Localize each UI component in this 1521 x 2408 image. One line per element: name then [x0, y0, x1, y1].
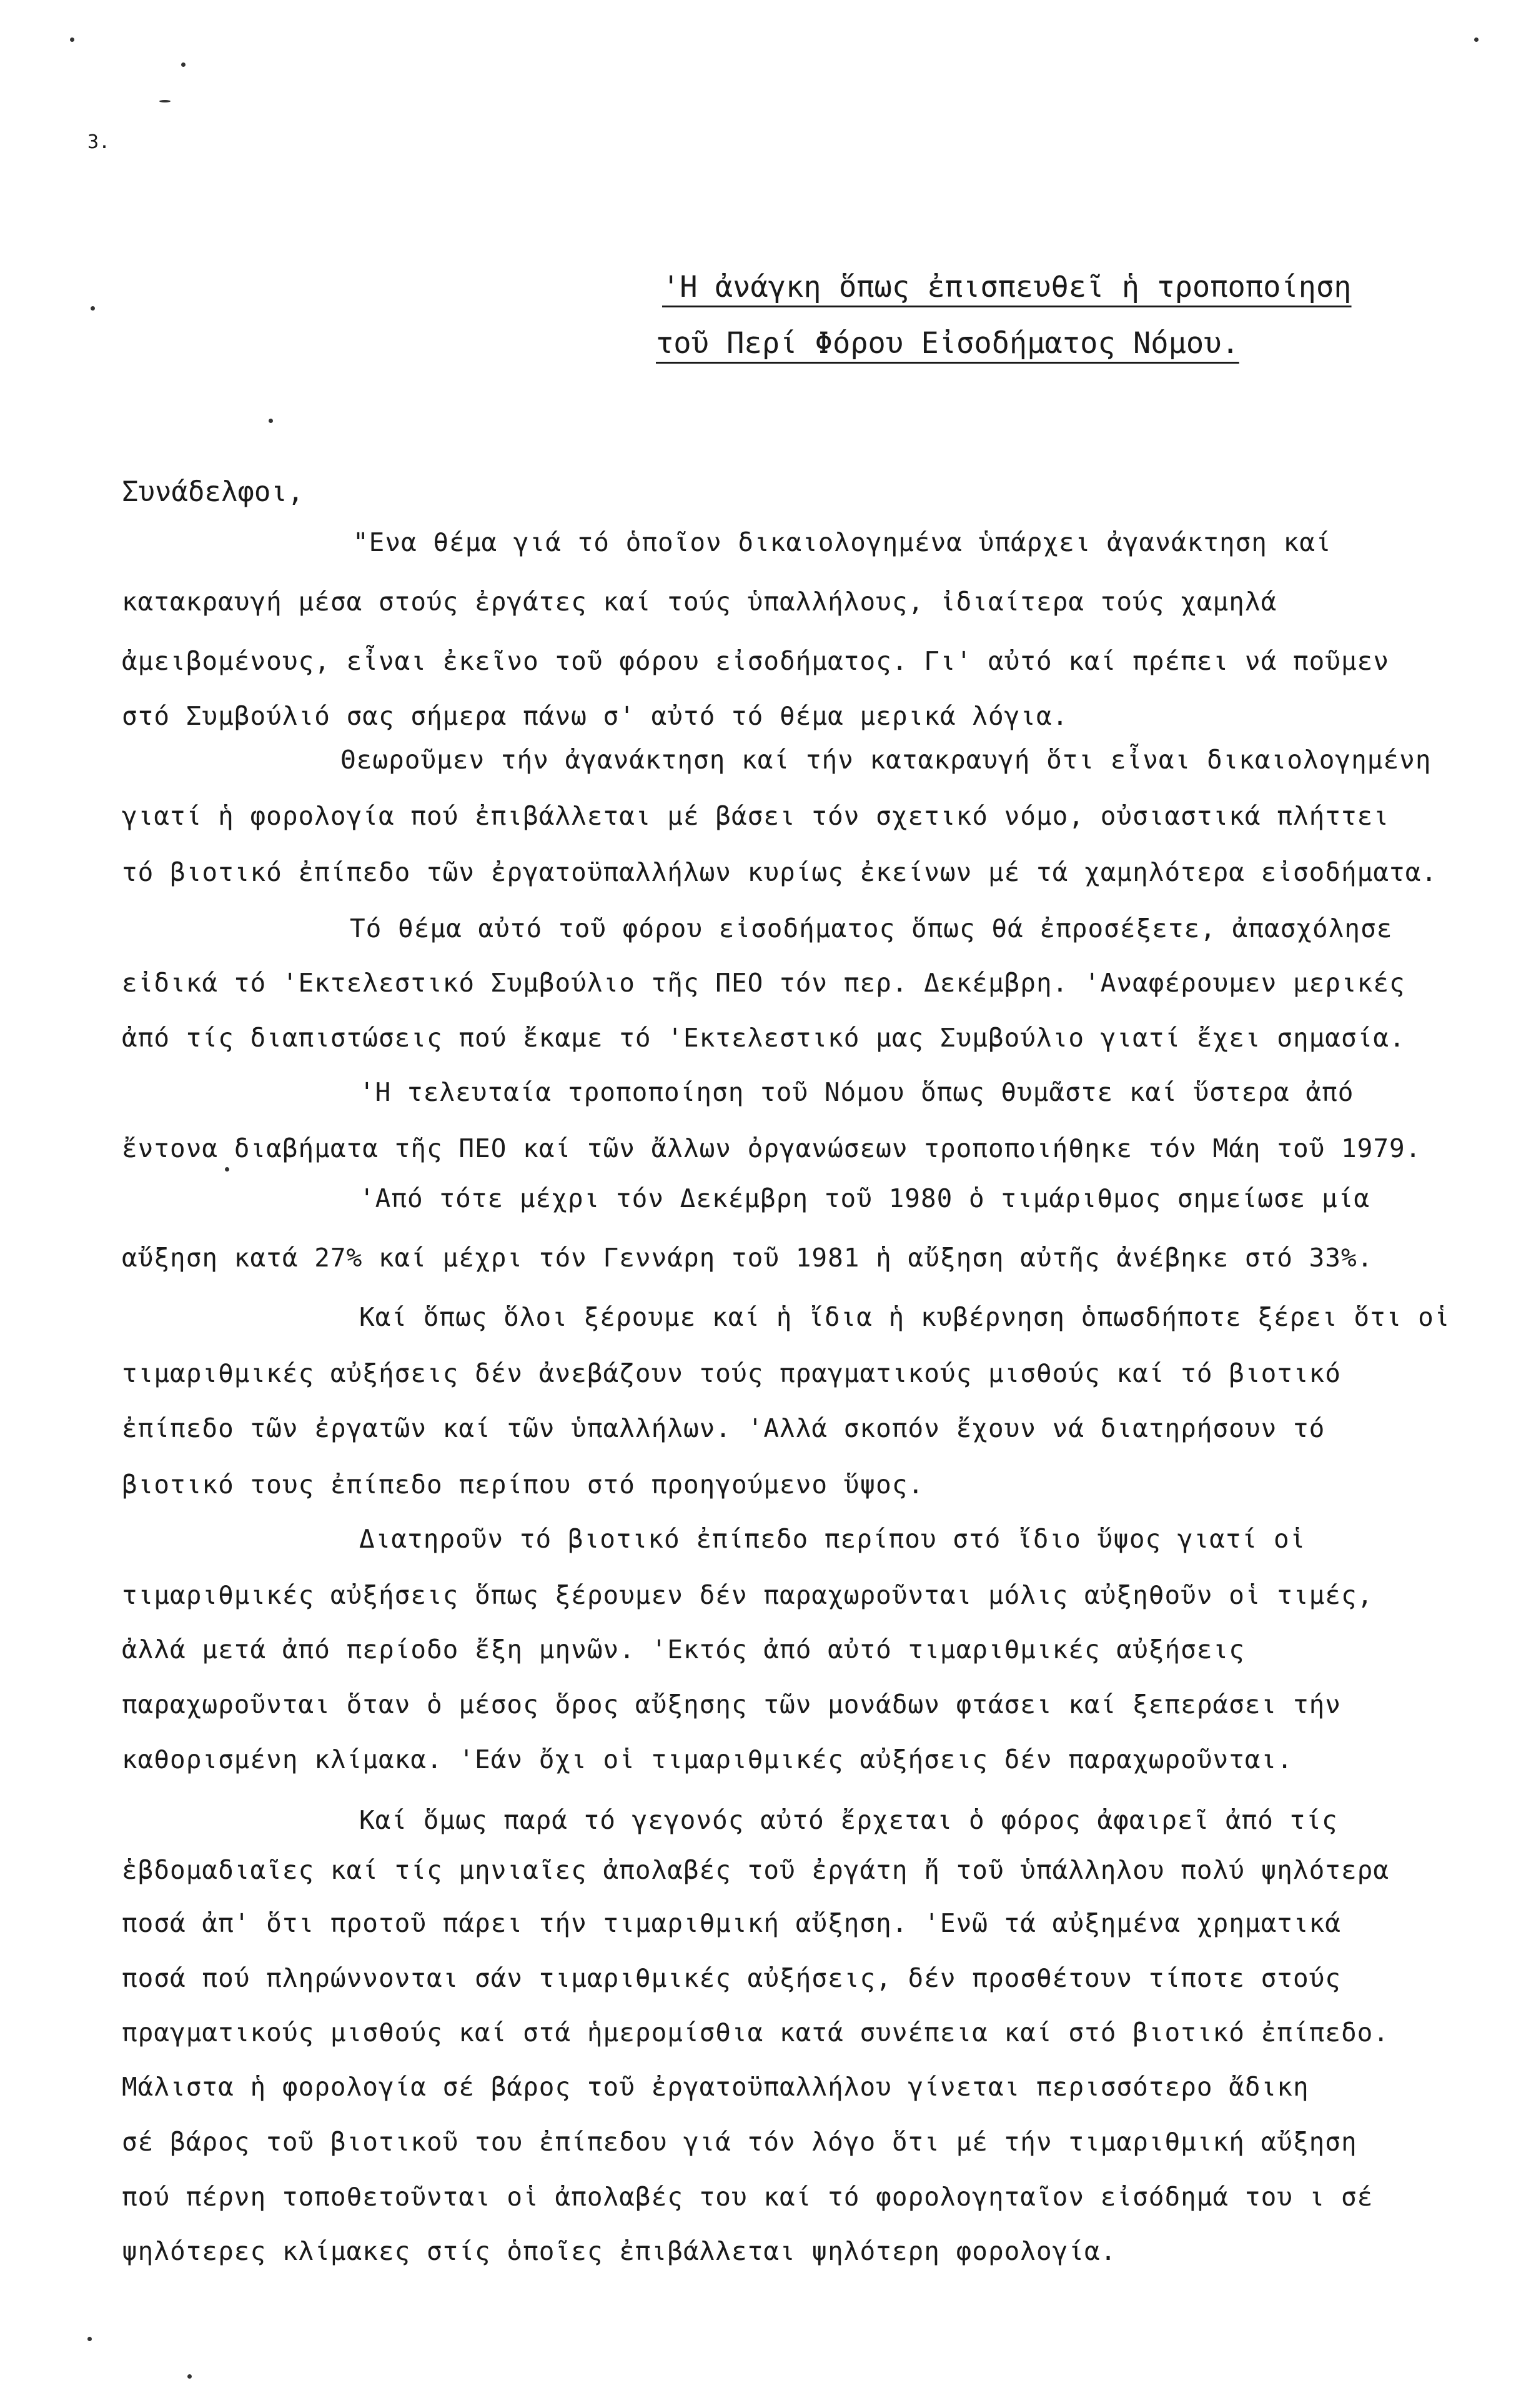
- scan-speck: [269, 419, 273, 423]
- body-line: εἰδικά τό 'Εκτελεστικό Συμβούλιο τῆς ΠΕΟ τόν περ. Δεκέμβρη. 'Αναφέρουμεν μερικές: [122, 968, 1405, 998]
- body-line: ἀμειβομένους, εἶναι ἐκεῖνο τοῦ φόρου εἰσοδήματος. Γι' αὐτό καί πρέπει νά ποῦμεν: [122, 646, 1390, 676]
- scan-speck: [187, 2374, 192, 2379]
- body-line: τό βιοτικό ἐπίπεδο τῶν ἐργατοϋπαλλήλων κυρίως ἐκείνων μέ τά χαμηλότερα εἰσοδήματα.: [122, 857, 1438, 887]
- body-line: Θεωροῦμεν τήν ἀγανάκτηση καί τήν κατακραυγή ὅτι εἶναι δικαιολογημένη: [340, 745, 1432, 775]
- body-line: πραγματικούς μισθούς καί στά ἡμερομίσθια κατά συνέπεια καί στό βιοτικό ἐπίπεδο.: [122, 2017, 1390, 2047]
- body-line: ἑβδομαδιαῖες καί τίς μηνιαῖες ἀπολαβές τοῦ ἐργάτη ἤ τοῦ ὑπάλληλου πολύ ψηλότερα: [122, 1855, 1390, 1885]
- scan-speck: [181, 62, 186, 67]
- page-number: 3.: [87, 131, 111, 153]
- body-line: Καί ὅμως παρά τό γεγονός αὐτό ἔρχεται ὁ φόρος ἀφαιρεῖ ἀπό τίς: [359, 1805, 1338, 1835]
- body-line: ἀλλά μετά ἀπό περίοδο ἔξη μηνῶν. 'Εκτός ἀπό αὐτό τιμαριθμικές αὐξήσεις: [122, 1634, 1245, 1664]
- title-line-1: 'Η ἀνάγκη ὅπως ἐπισπευθεῖ ἡ τροποποίηση: [662, 270, 1352, 304]
- title-line-2: τοῦ Περί Φόρου Εἰσοδήματος Νόμου.: [656, 326, 1239, 361]
- scan-speck: [70, 37, 74, 42]
- body-line: γιατί ἡ φορολογία πού ἐπιβάλλεται μέ βάσει τόν σχετικό νόμο, οὐσιαστικά πλήττει: [122, 801, 1390, 831]
- body-line: 'Από τότε μέχρι τόν Δεκέμβρη τοῦ 1980 ὁ τιμάριθμος σημείωσε μία: [359, 1183, 1370, 1213]
- body-line: Τό θέμα αὐτό τοῦ φόρου εἰσοδήματος ὅπως θά ἐπροσέξετε, ἀπασχόλησε: [350, 913, 1393, 943]
- body-line: βιοτικό τους ἐπίπεδο περίπου στό προηγούμενο ὕψος.: [122, 1470, 924, 1500]
- scan-speck: [91, 306, 95, 311]
- body-line: Μάλιστα ἡ φορολογία σέ βάρος τοῦ ἐργατοϋπαλλήλου γίνεται περισσότερο ἄδικη: [122, 2072, 1309, 2102]
- body-line: ἐπίπεδο τῶν ἐργατῶν καί τῶν ὑπαλλήλων. 'Αλλά σκοπόν ἔχουν νά διατηρήσουν τό: [122, 1413, 1325, 1443]
- scan-speck: [1474, 37, 1479, 42]
- body-line: Καί ὅπως ὅλοι ξέρουμε καί ἡ ἴδια ἡ κυβέρνηση ὁπωσδήποτε ξέρει ὅτι οἱ: [359, 1302, 1450, 1332]
- body-line: ποσά πού πληρώννονται σάν τιμαριθμικές αὐξήσεις, δέν προσθέτουν τίποτε στούς: [122, 1963, 1341, 1993]
- body-line: "Ενα θέμα γιά τό ὁποῖον δικαιολογημένα ὑπάρχει ἀγανάκτηση καί: [353, 527, 1332, 557]
- scan-speck: [159, 100, 171, 102]
- body-line: παραχωροῦνται ὅταν ὁ μέσος ὅρος αὔξησης τῶν μονάδων φτάσει καί ξεπεράσει τήν: [122, 1689, 1341, 1719]
- body-line: κατακραυγή μέσα στούς ἐργάτες καί τούς ὑπαλλήλους, ἰδιαίτερα τούς χαμηλά: [122, 587, 1277, 617]
- body-line: ψηλότερες κλίμακες στίς ὁποῖες ἐπιβάλλεται ψηλότερη φορολογία.: [122, 2236, 1117, 2266]
- body-line: στό Συμβούλιό σας σήμερα πάνω σ' αὐτό τό θέμα μερικά λόγια.: [122, 701, 1069, 731]
- body-line: ποσά ἀπ' ὅτι προτοῦ πάρει τήν τιμαριθμική αὔξηση. 'Ενῶ τά αὐξημένα χρηματικά: [122, 1908, 1341, 1938]
- body-line: τιμαριθμικές αὐξήσεις δέν ἀνεβάζουν τούς πραγματικούς μισθούς καί τό βιοτικό: [122, 1358, 1341, 1388]
- body-line: σέ βάρος τοῦ βιοτικοῦ του ἐπίπεδου γιά τόν λόγο ὅτι μέ τήν τιμαριθμική αὔξηση: [122, 2127, 1357, 2157]
- scan-speck: [225, 1167, 229, 1172]
- body-line: αὔξηση κατά 27% καί μέχρι τόν Γεννάρη τοῦ 1981 ἡ αὔξηση αὐτῆς ἀνέβηκε στό 33%.: [122, 1243, 1374, 1273]
- body-line: ἀπό τίς διαπιστώσεις πού ἔκαμε τό 'Εκτελεστικό μας Συμβούλιο γιατί ἔχει σημασία.: [122, 1023, 1405, 1053]
- body-line: 'Η τελευταία τροποποίηση τοῦ Νόμου ὅπως θυμᾶστε καί ὕστερα ἀπό: [359, 1077, 1354, 1107]
- body-line: Διατηροῦν τό βιοτικό ἐπίπεδο περίπου στό ἴδιο ὕψος γιατί οἱ: [359, 1524, 1306, 1554]
- body-line: καθορισμένη κλίμακα. 'Εάν ὄχι οἱ τιμαριθμικές αὐξήσεις δέν παραχωροῦνται.: [122, 1744, 1293, 1774]
- body-line: τιμαριθμικές αὐξήσεις ὅπως ξέρουμεν δέν παραχωροῦνται μόλις αὐξηθοῦν οἱ τιμές,: [122, 1580, 1374, 1610]
- salutation: Συνάδελφοι,: [122, 476, 304, 508]
- scan-speck: [87, 2337, 92, 2341]
- body-line: ἔντονα διαβήματα τῆς ΠΕΟ καί τῶν ἄλλων ὀργανώσεων τροποποιήθηκε τόν Μάη τοῦ 1979.: [122, 1133, 1422, 1163]
- body-line: πού πέρνη τοποθετοῦνται οἱ ἀπολαβές του καί τό φορολογηταῖον εἰσόδημά του ι σέ: [122, 2182, 1374, 2212]
